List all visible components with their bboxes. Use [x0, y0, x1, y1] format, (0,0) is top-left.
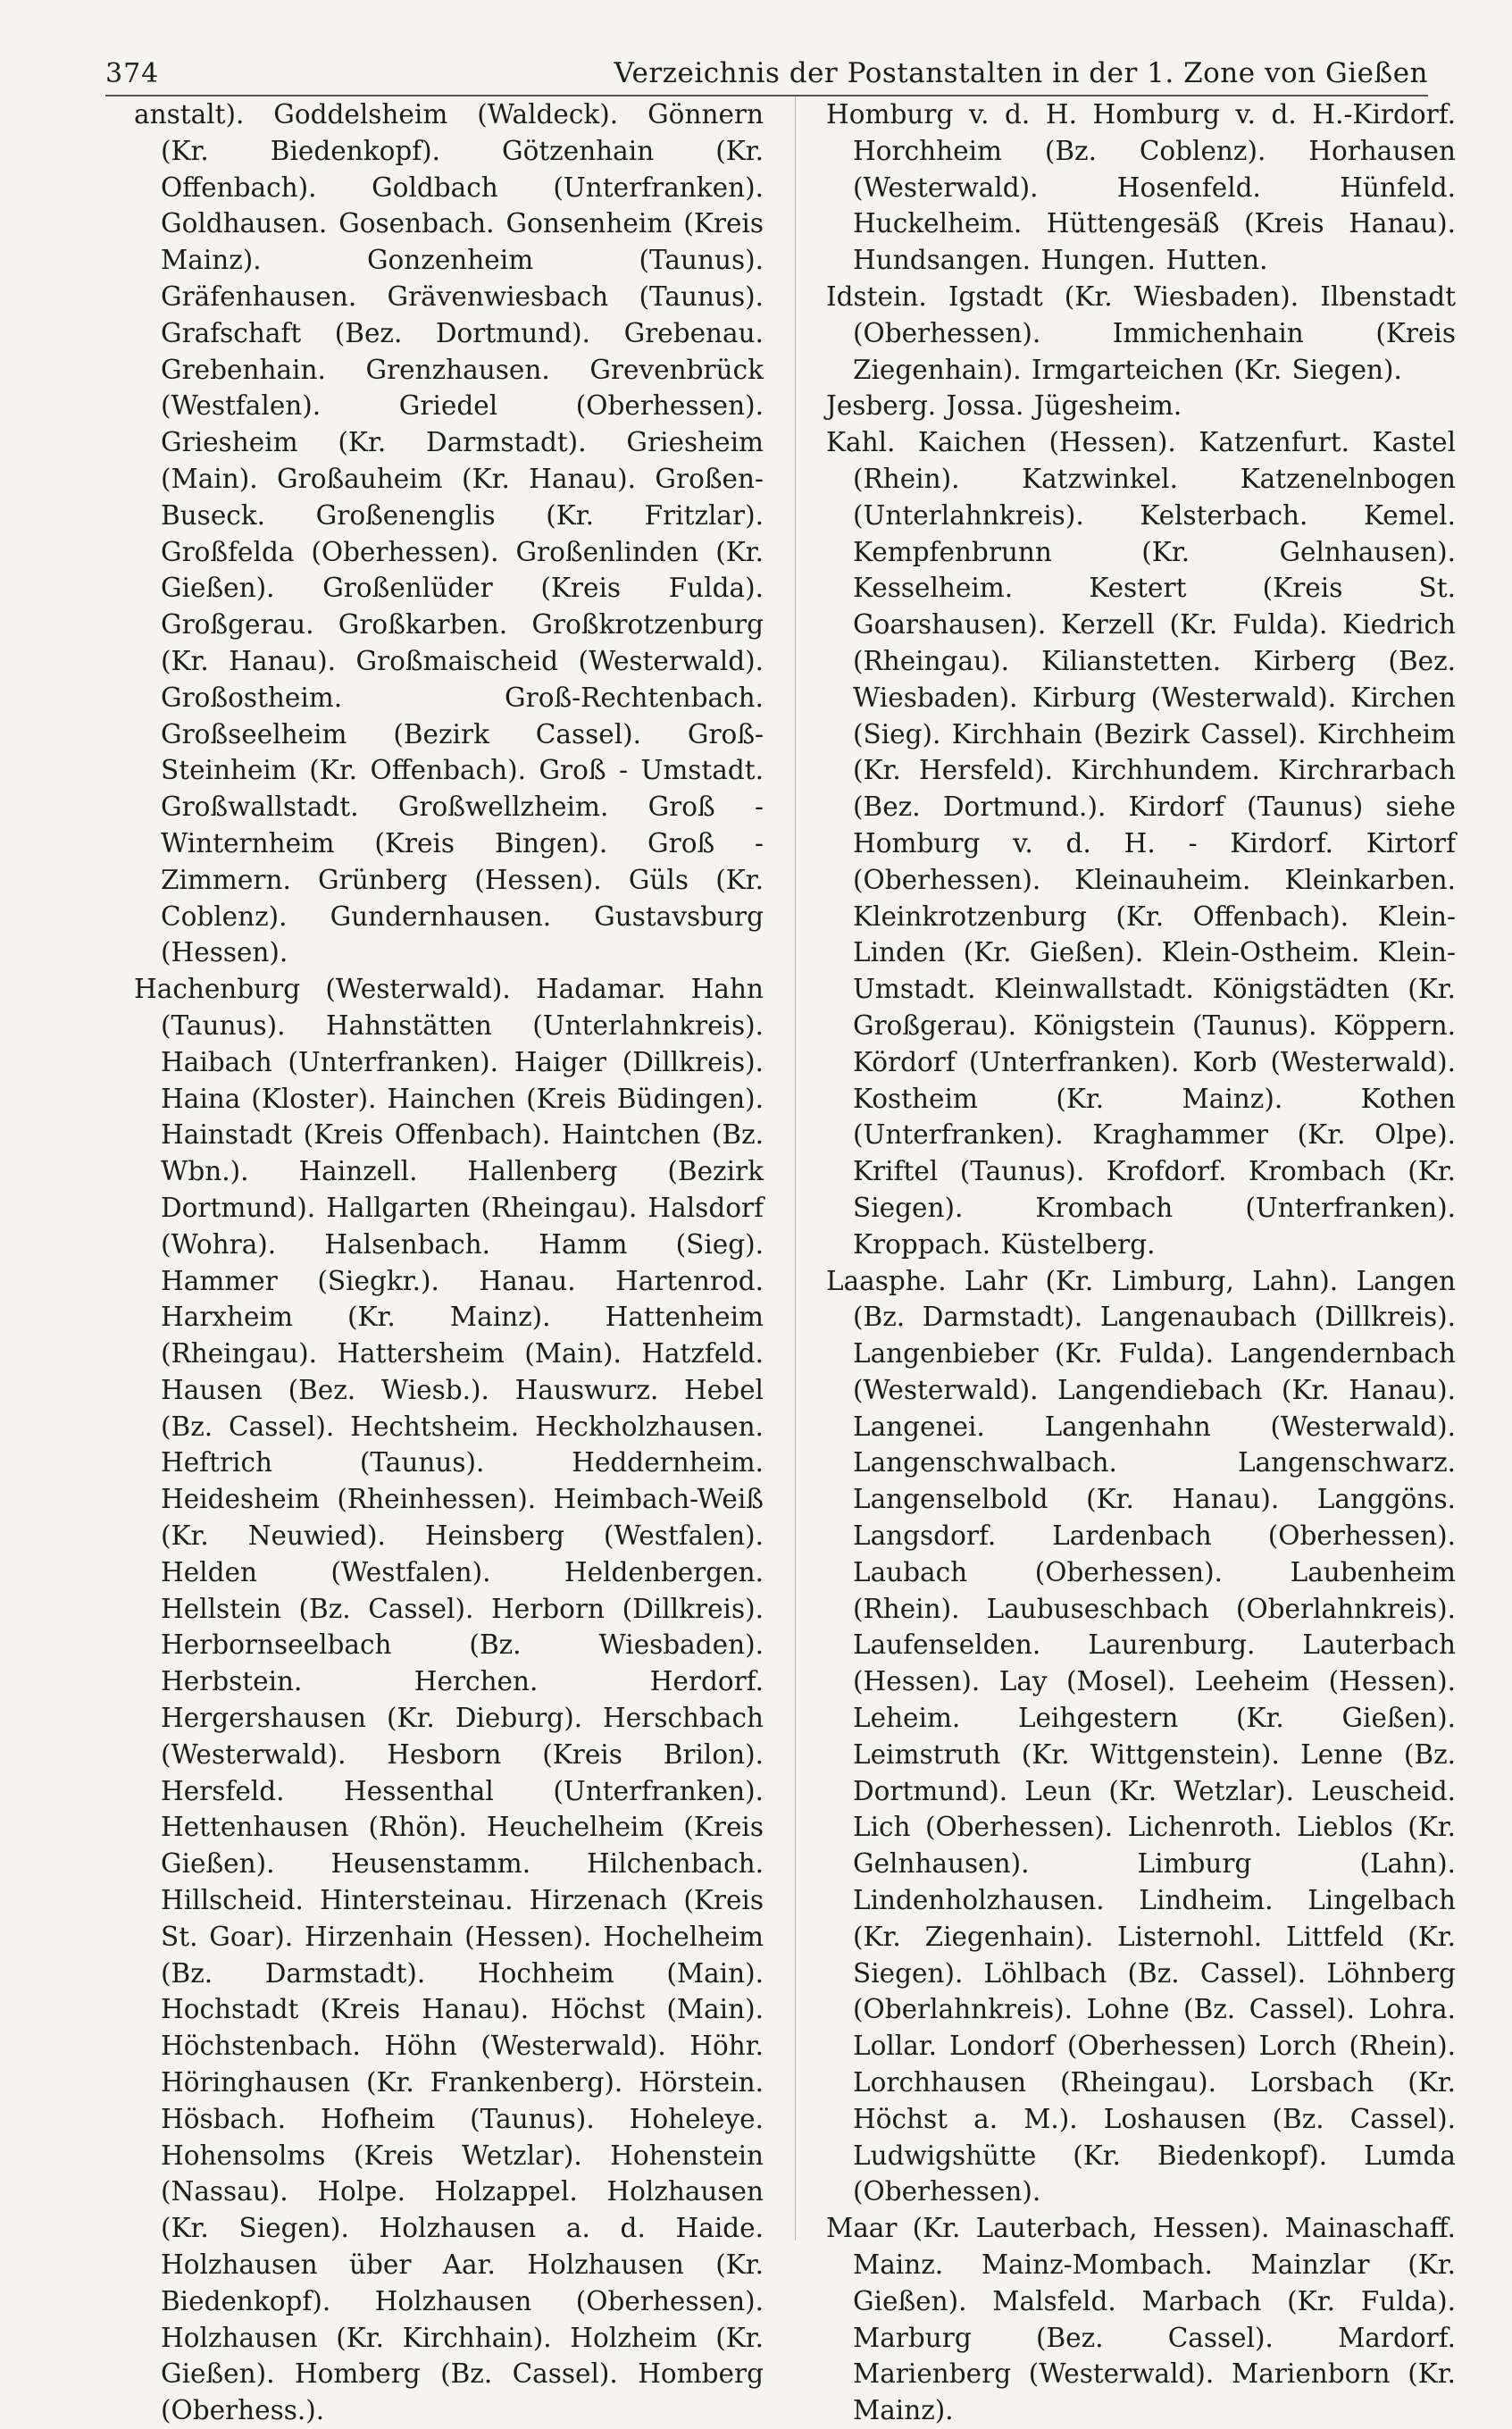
entry-block-g: anstalt). Goddelsheim (Waldeck). Gönnern (Kr. Biedenkopf). Götzenhain (Kr. Offenbach). Goldbach (Unterfranken). Goldhausen. Gosenbach. Gonsenheim (Kreis Mainz). Gonzenheim (Taunus). Gräfenhausen. Grävenwiesbach (Taunus). Grafschaft (Bez. Dortmund). Grebenau. Grebenhain. Grenzhausen. Grevenbrück (Westfalen). Griedel (Oberhessen). Griesheim (Kr. Darmstadt). Griesheim (Main). Großauheim (Kr. Hanau). Großen-Buseck. Großenenglis (Kr. Fritzlar). Großfelda (Oberhessen). Großenlinden (Kr. Gießen). Großenlüder (Kreis Fulda). Großgerau. Großkarben. Großkrotzenburg (Kr. Hanau). Großmaischeid (Westerwald). Großostheim. Groß-Rechtenbach. Großseelheim (Bezirk Cassel). Groß-Steinheim (Kr. Offenbach). Groß - Umstadt. Großwallstadt. Großwellzheim. Groß - Winternheim (Kreis Bingen). Groß - Zimmern. Grünberg (Hessen). Güls (Kr. Coblenz). Gundernhausen. Gustavsburg (Hessen). — [134, 99, 764, 968]
left-column — [134, 96, 764, 2426]
entry-block-h: Hachenburg (Westerwald). Hadamar. Hahn (Taunus). Hahnstätten (Unterlahnkreis). Haibach (Unterfranken). Haiger (Dillkreis). Haina (Kloster). Hainchen (Kreis Büdingen). Hainstadt (Kreis Offenbach). Haintchen (Bz. Wbn.). Hainzell. Hallenberg (Bezirk Dortmund). Hallgarten (Rheingau). Halsdorf (Wohra). Halsenbach. Hamm (Sieg). Hammer (Siegkr.). Hanau. Hartenrod. Harxheim (Kr. Mainz). Hattenheim (Rheingau). Hattersheim (Main). Hatzfeld. Hausen (Bez. Wiesb.). Hauswurz. Hebel (Bz. Cassel). Hechtsheim. Heckholzhausen. Heftrich (Taunus). Heddernheim. Heidesheim (Rheinhessen). Heimbach-Weiß (Kr. Neuwied). Heinsberg (Westfalen). Helden (Westfalen). Heldenbergen. Hellstein (Bz. Cassel). Herborn (Dillkreis). Herbornseelbach (Bz. Wiesbaden). Herbstein. Herchen. Herdorf. Hergershausen (Kr. Dieburg). Herschbach (Westerwald). Hesborn (Kreis Brilon). Hersfeld. Hessenthal (Unterfranken). Hettenhausen (Rhön). Heuchelheim (Kreis Gießen). Heusenstamm. Hilchenbach. Hillscheid. Hintersteinau. Hirzenach (Kreis St. Goar). Hirzenhain (Hessen). Hochelheim (Bz. Darmstadt). Hochheim (Main). Hochstadt (Kreis Hanau). Höchst (Main). Höchstenbach. Höhn (Westerwald). Höhr. Höringhausen (Kr. Frankenberg). Hörstein. Hösbach. Hofheim (Taunus). Hoheleye. Hohensolms (Kreis Wetzlar). Hohenstein (Nassau). Holpe. Holzappel. Holzhausen (Kr. Siegen). Holzhausen a. d. Haide. Holzhausen über Aar. Holzhausen (Kr. Biedenkopf). Holzhausen (Oberhessen). Holzhausen (Kr. Kirchhain). Holzheim (Kr. Gießen). Homberg (Bz. Cassel). Homberg (Oberhess.). — [134, 974, 764, 2426]
entry-block-k: Kahl. Kaichen (Hessen). Katzenfurt. Kastel (Rhein). Katzwinkel. Katzenelnbogen (Unterlahnkreis). Kelsterbach. Kemel. Kempfenbrunn (Kr. Gelnhausen). Kesselheim. Kestert (Kreis St. Goarshausen). Kerzell (Kr. Fulda). Kiedrich (Rheingau). Kilianstetten. Kirberg (Bez. Wiesbaden). Kirburg (Westerwald). Kirchen (Sieg). Kirchhain (Bezirk Cassel). Kirchheim (Kr. Hersfeld). Kirchhundem. Kirchrarbach (Bez. Dortmund.). Kirdorf (Taunus) siehe Homburg v. d. H. - Kirdorf. Kirtorf (Oberhessen). Kleinauheim. Kleinkarben. Kleinkrotzenburg (Kr. Offenbach). Klein-Linden (Kr. Gießen). Klein-Ostheim. Klein-Umstadt. Kleinwallstadt. Königstädten (Kr. Großgerau). Königstein (Taunus). Köppern. Kördorf (Unterfranken). Korb (Westerwald). Kostheim (Kr. Mainz). Kothen (Unterfranken). Kraghammer (Kr. Olpe). Kriftel (Taunus). Krofdorf. Krombach (Kr. Siegen). Krombach (Unterfranken). Kroppach. Küstelberg. — [826, 427, 1456, 1260]
running-title: Verzeichnis der Postanstalten in der 1. Zone von Gießen — [614, 57, 1428, 89]
entry-block-h-continued: Homburg v. d. H. Homburg v. d. H.-Kirdorf. Horchheim (Bz. Coblenz). Horhausen (Westerwald). Hosenfeld. Hünfeld. Huckelheim. Hüttengesäß (Kreis Hanau). Hundsangen. Hungen. Hutten. — [826, 99, 1456, 276]
right-column — [826, 96, 1456, 2426]
column-divider — [795, 96, 796, 2241]
entry-block-l: Laasphe. Lahr (Kr. Limburg, Lahn). Langen (Bz. Darmstadt). Langenaubach (Dillkreis). Langenbieber (Kr. Fulda). Langendernbach (Westerwald). Langendiebach (Kr. Hanau). Langenei. Langenhahn (Westerwald). Langenschwalbach. Langenschwarz. Langenselbold (Kr. Hanau). Langgöns. Langsdorf. Lardenbach (Oberhessen). Laubach (Oberhessen). Laubenheim (Rhein). Laubuseschbach (Oberlahnkreis). Laufenselden. Laurenburg. Lauterbach (Hessen). Lay (Mosel). Leeheim (Hessen). Leheim. Leihgestern (Kr. Gießen). Leimstruth (Kr. Wittgenstein). Lenne (Bz. Dortmund). Leun (Kr. Wetzlar). Leuscheid. Lich (Oberhessen). Lichenroth. Lieblos (Kr. Gelnhausen). Limburg (Lahn). Lindenholzhausen. Lindheim. Lingelbach (Kr. Ziegenhain). Listernohl. Littfeld (Kr. Siegen). Löhlbach (Bz. Cassel). Löhnberg (Oberlahnkreis). Lohne (Bz. Cassel). Lohra. Lollar. Londorf (Oberhessen) Lorch (Rhein). Lorchhausen (Rheingau). Lorsbach (Kr. Höchst a. M.). Loshausen (Bz. Cassel). Ludwigshütte (Kr. Biedenkopf). Lumda (Oberhessen). — [826, 1265, 1456, 2207]
page-header — [105, 46, 1428, 96]
entry-block-m: Maar (Kr. Lauterbach, Hessen). Mainaschaff. Mainz. Mainz-Mombach. Mainzlar (Kr. Gießen). Malsfeld. Marbach (Kr. Fulda). Marburg (Bez. Cassel). Mardorf. Marienberg (Westerwald). Marienborn (Kr. Mainz). — [826, 2213, 1456, 2426]
entry-block-i: Idstein. Igstadt (Kr. Wiesbaden). Ilbenstadt (Oberhessen). Immichenhain (Kreis Ziegenhain). Irmgarteichen (Kr. Siegen). — [826, 281, 1456, 385]
page-number: 374 — [105, 58, 160, 89]
entry-block-j: Jesberg. Jossa. Jügesheim. — [826, 390, 1182, 422]
